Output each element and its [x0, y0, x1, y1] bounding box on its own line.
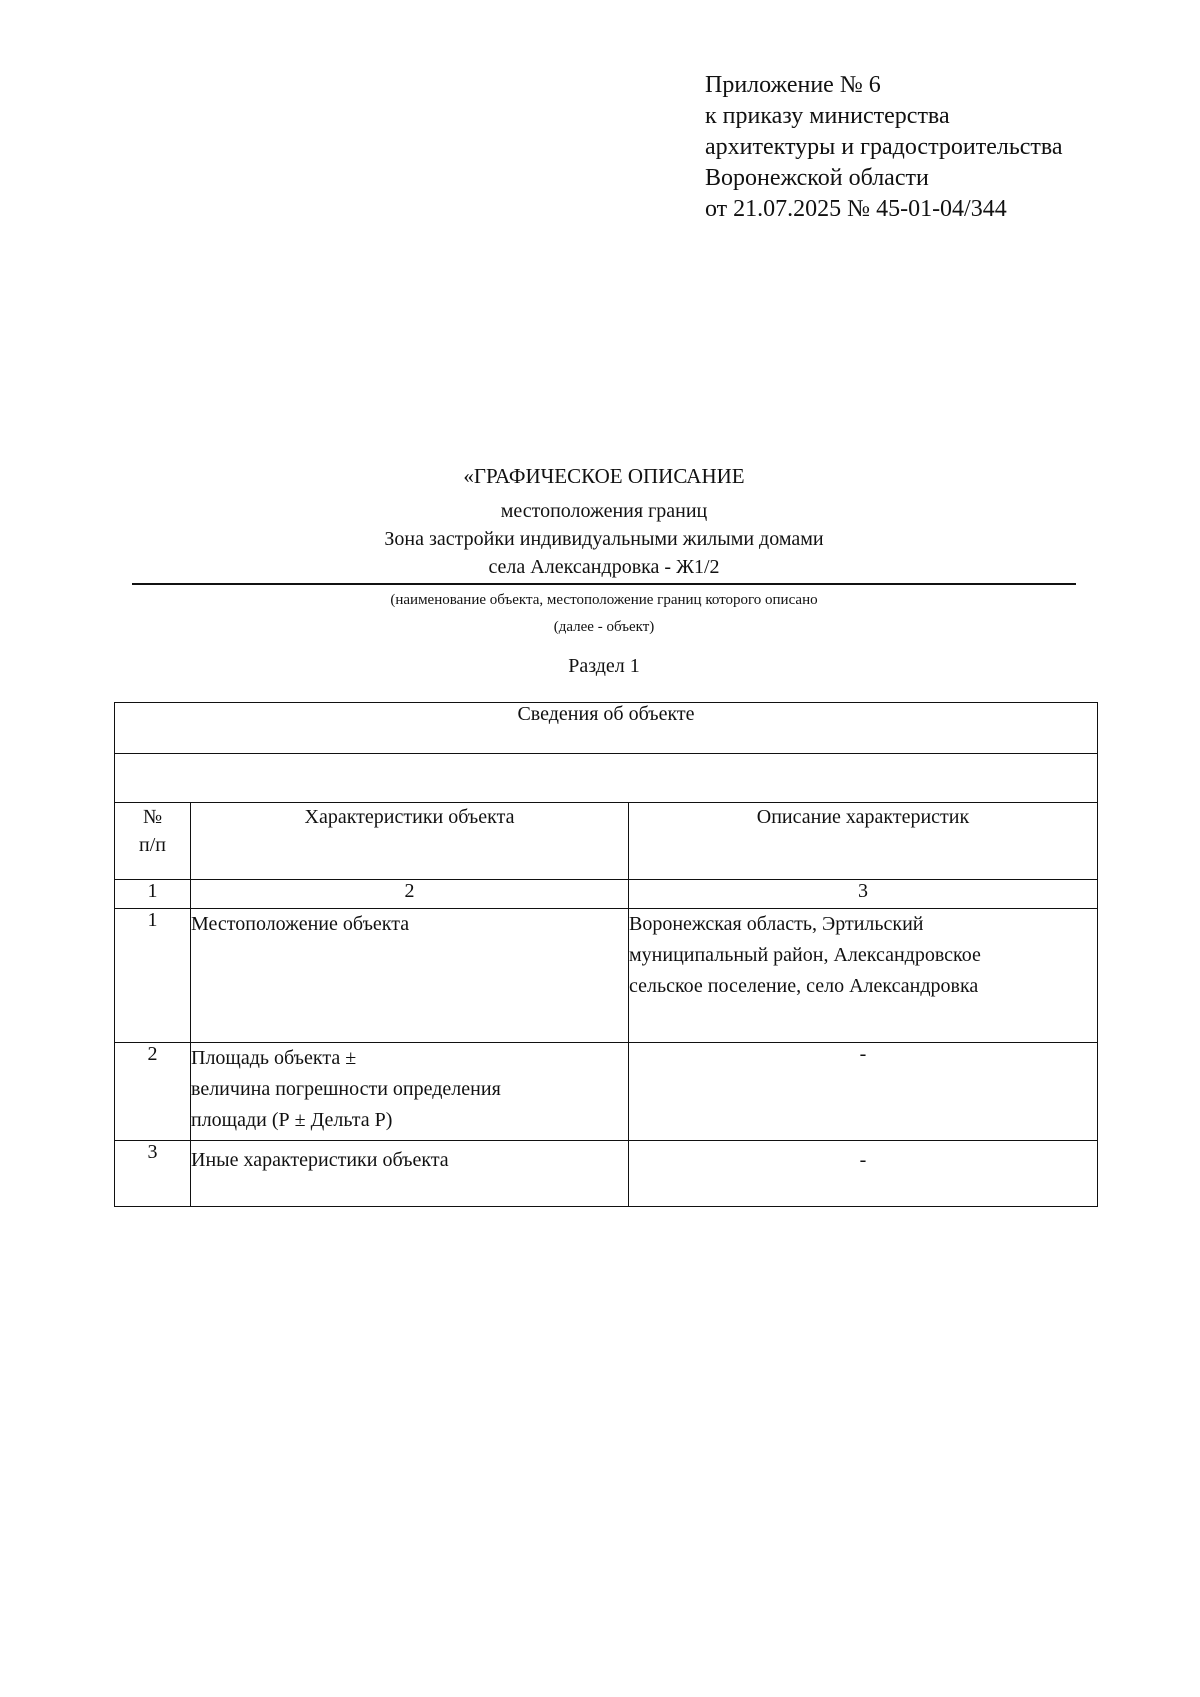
- appendix-line: Воронежской области: [705, 165, 929, 191]
- empty-cell: [115, 754, 1098, 803]
- title-main: «ГРАФИЧЕСКОЕ ОПИСАНИЕ: [463, 464, 745, 488]
- title-note-line: (наименование объекта, местоположение границ которого описано: [390, 592, 818, 608]
- description-line: Воронежская область, Эртильский: [629, 913, 924, 935]
- section-label: Раздел 1: [568, 655, 640, 677]
- header-characteristics: Характеристики объекта: [191, 803, 629, 880]
- row-description: -: [629, 1043, 1098, 1141]
- row-number: 1: [115, 909, 191, 1043]
- title-sub-line: Зона застройки индивидуальными жилыми домами: [384, 528, 824, 550]
- table-row: [115, 909, 1098, 1043]
- characteristic-line: Иные характеристики объекта: [191, 1149, 449, 1171]
- appendix-header: [705, 70, 1063, 225]
- title-underline: [132, 583, 1076, 585]
- row-description: -: [629, 1141, 1098, 1207]
- header-description: Описание характеристик: [629, 803, 1098, 880]
- object-info-table: [114, 702, 1098, 1207]
- header-number-line: №: [142, 806, 163, 828]
- characteristic-line: площади (Р ± Дельта Р): [191, 1109, 393, 1131]
- title-sub-line: местоположения границ: [500, 500, 708, 522]
- row-characteristic: [191, 1141, 629, 1207]
- row-number: 3: [115, 1141, 191, 1207]
- table-row: [115, 1043, 1098, 1141]
- column-number: 1: [115, 880, 191, 909]
- characteristic-line: Площадь объекта ±: [191, 1047, 357, 1069]
- table-caption: Сведения об объекте: [115, 703, 1098, 754]
- row-description: [629, 909, 1098, 1043]
- column-number-row: [115, 880, 1098, 909]
- column-number: 3: [629, 880, 1098, 909]
- characteristic-line: величина погрешности определения: [191, 1078, 501, 1100]
- header-number: [115, 803, 191, 880]
- column-number: 2: [191, 880, 629, 909]
- title-note-line: (далее - объект): [553, 619, 655, 635]
- title-sub-line: села Александровка - Ж1/2: [488, 556, 720, 578]
- row-characteristic: [191, 1043, 629, 1141]
- table-empty-row: [115, 754, 1098, 803]
- description-line: сельское поселение, село Александровка: [629, 975, 979, 997]
- row-characteristic: [191, 909, 629, 1043]
- description-line: муниципальный район, Александровское: [629, 944, 981, 966]
- table-row: [115, 1141, 1098, 1207]
- table-header-row: [115, 803, 1098, 880]
- header-number-line: п/п: [139, 834, 166, 856]
- row-number: 2: [115, 1043, 191, 1141]
- appendix-line: Приложение № 6: [705, 72, 881, 98]
- document-title: [132, 462, 1076, 679]
- characteristic-line: Местоположение объекта: [191, 913, 410, 935]
- table-caption-row: [115, 703, 1098, 754]
- appendix-line: архитектуры и градостроительства: [705, 134, 1063, 160]
- appendix-line: от 21.07.2025 № 45-01-04/344: [705, 196, 1007, 222]
- appendix-line: к приказу министерства: [705, 103, 950, 129]
